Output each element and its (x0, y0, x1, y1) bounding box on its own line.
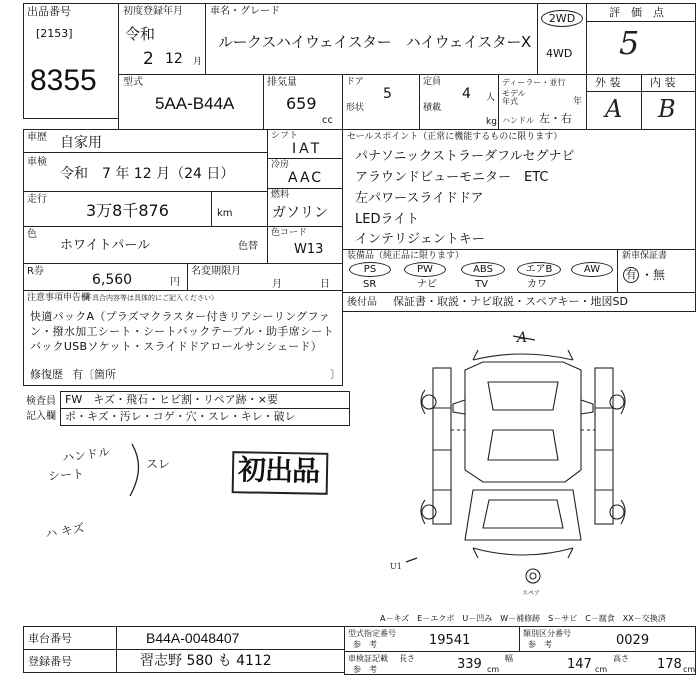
type-cert-value: 19541 (429, 633, 471, 648)
doors-label: ドア (346, 77, 364, 87)
recycle-value: 6,560 (92, 272, 133, 288)
first-reg-label: 初度登録年月 (123, 6, 183, 17)
ac-row (267, 158, 343, 189)
recycle-unit: 円 (170, 277, 180, 288)
tax-month-unit: 月 (272, 279, 282, 290)
chassis-row (23, 626, 345, 650)
tax-row (187, 263, 343, 291)
sales-label: セールスポイント（正常に機能するものに限ります） (347, 132, 563, 142)
inspector-legend-1: FW キズ・飛石・ヒビ割・リペア跡・×要 (65, 393, 278, 406)
mileage-value: 3万8千876 (86, 201, 169, 220)
dimensions-sub: 参 考 (353, 665, 377, 674)
diagram-mark-u1: U1 (390, 562, 402, 571)
equipment-box (342, 249, 618, 293)
shift-row (267, 129, 343, 159)
equip-airbag: エアB (517, 262, 561, 277)
inspector-legend-row1 (60, 391, 350, 409)
shift-value: IAT (292, 141, 323, 157)
recycle-label: R券 (27, 266, 44, 277)
color-value: ホワイトパール (60, 238, 151, 253)
year-unit: 年 (573, 97, 583, 107)
aftermarket-value: 保証書・取説・ナビ取説・スペアキー・地図SD (393, 295, 629, 308)
equip-leather: カワ (527, 279, 547, 290)
color-label: 色 (27, 229, 37, 240)
length-label: 長さ (399, 654, 415, 663)
history-value: 自家用 (60, 135, 102, 151)
chassis-label: 車台番号 (28, 632, 72, 645)
handle-label: ハンドル (502, 116, 534, 125)
aftermarket-row (342, 292, 696, 312)
load-unit: kg (486, 117, 497, 127)
car-name-box (205, 3, 538, 75)
color-row (23, 226, 268, 264)
sales-point: アラウンドビューモニター ETC (355, 170, 549, 185)
equip-abs: ABS (461, 262, 505, 277)
first-reg-month: 12 (165, 51, 183, 67)
damage-legend: A－キズ E－エクボ U－凹み W－補修跡 S－サビ C－腐食 XX－交換済 (380, 614, 666, 623)
exterior-grade: A (605, 95, 623, 123)
width-label: 幅 (505, 654, 513, 663)
shape-label: 形状 (346, 103, 365, 113)
warranty-box (617, 249, 696, 293)
dimensions-row (344, 651, 696, 675)
ac-value: AAC (288, 170, 324, 186)
score-value: 5 (619, 24, 640, 62)
score-box (586, 3, 696, 75)
doors-box (342, 74, 420, 130)
equip-sr: SR (363, 279, 377, 290)
equip-pw: PW (404, 262, 446, 277)
repair-close-bracket: 〕 (330, 368, 341, 381)
shift-label: シフト (271, 131, 299, 141)
drive-box (537, 3, 587, 75)
exterior-label: 外 装 (595, 76, 621, 89)
exterior-grade-box (586, 74, 642, 130)
tax-day-unit: 日 (320, 279, 330, 290)
lot-number: 8355 (30, 64, 97, 97)
paint-change-label: 色替 (238, 241, 258, 252)
equipment-label: 装備品（純正品に限ります） (347, 251, 465, 261)
notes-text: 快適パックA（プラズマクラスター付きリアシーリングファン・撥水加工シート・シートバックテーブル・助手席シートバックUSBソケット・スライドドアロールサンシェード） (30, 310, 334, 353)
notes-label: 注意事項申告欄 (27, 293, 91, 303)
notes-sub-label: （不具合内容等は具体的にご記入ください） (78, 294, 218, 302)
notes-box (23, 290, 343, 386)
inspection-row (23, 152, 268, 192)
category-sub: 参 考 (528, 640, 552, 649)
displacement-box (263, 74, 343, 130)
length-unit: cm (487, 665, 500, 674)
length-value: 339 (457, 657, 482, 672)
era: 令和 (125, 25, 156, 43)
height-unit: cm (683, 665, 696, 674)
mileage-label: 走行 (27, 194, 47, 205)
model-label: 型式 (123, 77, 143, 88)
lot-sub: [2153] (36, 27, 73, 40)
warranty-options-rest: ・無 (641, 268, 666, 282)
spare-label: スペア (522, 590, 541, 597)
chassis-value: B44A-0048407 (146, 630, 240, 646)
handwritten-note-scuff: スレ (146, 457, 171, 471)
interior-grade-box (641, 74, 696, 130)
color-code-label: 色コード (271, 228, 308, 238)
load-label: 積載 (423, 103, 442, 113)
fuel-value: ガソリン (272, 205, 328, 221)
type-cert-box (344, 626, 520, 652)
type-cert-sub: 参 考 (353, 640, 377, 649)
category-label: 類別区分番号 (523, 629, 571, 638)
displacement-label: 排気量 (267, 77, 297, 88)
sales-point: 左パワースライドドア (355, 191, 484, 206)
height-label: 高さ (613, 654, 629, 663)
interior-grade: B (658, 95, 676, 123)
capacity-value: 4 (462, 86, 471, 102)
dimensions-label: 車検証記載 (348, 654, 388, 663)
category-value: 0029 (616, 633, 650, 648)
score-label: 評 価 点 (609, 6, 664, 19)
car-name: ルークスハイウェイスター ハイウェイスターX (218, 33, 531, 51)
handwritten-bracket (120, 440, 160, 500)
color-code-row (267, 226, 343, 264)
model-year-label: モデル年式 (502, 89, 526, 106)
model-box (118, 74, 264, 130)
capacity-label: 定員 (423, 77, 442, 87)
first-listing-stamp (232, 451, 329, 495)
inspector-label: 検査員 (26, 396, 56, 407)
color-code-value: W13 (294, 242, 324, 257)
warranty-selected-circle: 有 (623, 267, 639, 283)
width-value: 147 (567, 657, 592, 672)
type-cert-label: 型式指定番号 (348, 629, 396, 638)
capacity-box (419, 74, 499, 130)
equip-aw: AW (571, 262, 613, 277)
width-unit: cm (595, 665, 608, 674)
sales-point: LEDライト (355, 212, 420, 227)
dealer-box (498, 74, 587, 130)
sales-point: パナソニックストラーダフルセグナビ (355, 149, 575, 164)
sales-point: インテリジェントキー (355, 232, 485, 247)
drive-4wd: 4WD (546, 47, 573, 60)
mileage-unit: km (217, 208, 233, 219)
drive-2wd-circled: 2WD (541, 10, 583, 27)
handwritten-note-seat: シート (47, 466, 85, 484)
stamp-text: 初出品 (237, 453, 320, 488)
handwritten-note-scratch: ハ キズ (44, 520, 86, 542)
sales-points-box (342, 129, 696, 250)
ac-label: 冷房 (271, 160, 290, 170)
repair-value: 有〔箇所 (72, 368, 116, 381)
inspector-label-2: 記入欄 (26, 411, 56, 422)
lot-number-box (23, 3, 119, 119)
car-name-label: 車名・グレード (210, 6, 280, 17)
first-reg-year: 2 (143, 49, 154, 69)
tax-label: 名変期限月 (191, 266, 241, 277)
handle-options: 左・右 (539, 112, 572, 125)
equip-ps: PS (349, 262, 391, 277)
fuel-label: 燃料 (271, 190, 290, 200)
inspection-value: 令和 7 年 12 月（24 日） (60, 166, 235, 182)
registration-value: 習志野 580 も 4112 (140, 653, 272, 669)
month-unit: 月 (193, 57, 203, 67)
car-damage-diagram (403, 330, 661, 590)
fuel-row (267, 188, 343, 227)
registration-label: 登録番号 (28, 655, 72, 668)
displacement-unit: cc (322, 115, 333, 126)
doors-value: 5 (383, 86, 392, 102)
first-registration-box (118, 3, 206, 75)
warranty-label: 新車保証書 (622, 251, 668, 261)
category-box (519, 626, 696, 652)
diagram-mark-a: A (517, 330, 528, 346)
dealer-label: ディーラー・並行 (502, 78, 566, 87)
lot-label: 出品番号 (27, 5, 71, 18)
registration-row (23, 649, 345, 673)
equip-tv: TV (475, 279, 488, 290)
inspector-legend-row2 (60, 408, 350, 426)
mileage-row (23, 191, 268, 227)
inspector-legend-2: ポ・キズ・汚レ・コゲ・穴・スレ・キレ・破レ (65, 410, 296, 423)
repair-label: 修復歴 (30, 368, 63, 381)
handwritten-note-handle: ハンドル (61, 444, 111, 466)
height-value: 178 (657, 657, 682, 672)
model-value: 5AA-B44A (155, 94, 235, 113)
aftermarket-label: 後付品 (347, 297, 377, 308)
history-label: 車歴 (27, 132, 47, 143)
capacity-unit: 人 (486, 93, 496, 103)
equip-navi: ナビ (417, 279, 437, 290)
inspection-label: 車検 (27, 157, 47, 168)
interior-label: 内 装 (650, 76, 676, 89)
recycle-row (23, 263, 188, 291)
displacement-value: 659 (286, 94, 317, 113)
history-row (23, 129, 268, 153)
